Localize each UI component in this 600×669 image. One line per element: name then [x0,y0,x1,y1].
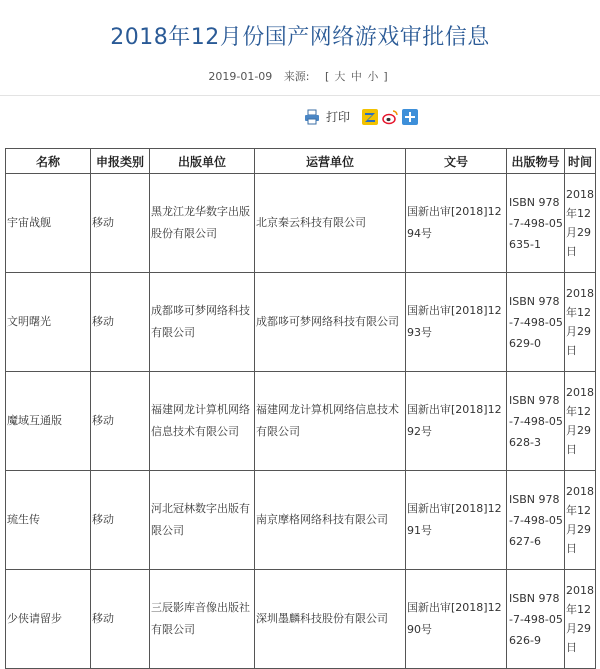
table-header-row [6,149,596,174]
print-link[interactable]: 打印 [326,110,351,124]
cell-publisher: 福建网龙计算机网络信息技术有限公司 [150,372,255,471]
cell-approval-no: 国新出审[2018]1292号 [406,372,507,471]
cell-isbn: ISBN 978-7-498-05628-3 [507,372,565,471]
font-size-controls [321,70,392,83]
column-header-publisher: 出版单位 [150,149,255,174]
column-header-approval-no: 文号 [406,149,507,174]
cell-approval-no: 国新出审[2018]1290号 [406,570,507,669]
cell-category: 移动 [91,570,150,669]
cell-date: 2018年12月29日 [565,273,596,372]
cell-name: 琉生传 [6,471,91,570]
cell-operator: 成都哆可梦网络科技有限公司 [255,273,406,372]
font-size-medium-button[interactable]: 中 [350,70,362,83]
page-title: 2018年12月份国产网络游戏审批信息 [110,25,490,50]
plus-icon[interactable] [402,109,418,125]
cell-name: 文明曙光 [6,273,91,372]
table-row [6,174,596,273]
table-row [6,273,596,372]
font-size-large-button[interactable]: 大 [334,70,346,83]
cell-category: 移动 [91,273,150,372]
column-header-date: 时间 [565,149,596,174]
game-approval-table [5,148,596,669]
cell-name: 少侠请留步 [6,570,91,669]
column-header-operator: 运营单位 [255,149,406,174]
cell-isbn: ISBN 978-7-498-05626-9 [507,570,565,669]
cell-date: 2018年12月29日 [565,570,596,669]
cell-isbn: ISBN 978-7-498-05635-1 [507,174,565,273]
font-size-small-button[interactable]: 小 [367,70,379,83]
cell-operator: 北京秦云科技有限公司 [255,174,406,273]
cell-isbn: ISBN 978-7-498-05629-0 [507,273,565,372]
article-meta [0,68,600,84]
cell-date: 2018年12月29日 [565,174,596,273]
cell-name: 宇宙战舰 [6,174,91,273]
cell-publisher: 黑龙江龙华数字出版股份有限公司 [150,174,255,273]
cell-category: 移动 [91,174,150,273]
source-label: 来源: [283,70,310,83]
header-divider [0,95,600,96]
cell-approval-no: 国新出审[2018]1294号 [406,174,507,273]
cell-date: 2018年12月29日 [565,471,596,570]
publish-date: 2019-01-09 [208,70,273,83]
cell-publisher: 三辰影库音像出版社有限公司 [150,570,255,669]
cell-operator: 南京摩格网络科技有限公司 [255,471,406,570]
table-row [6,372,596,471]
cell-category: 移动 [91,471,150,570]
bracket-close: ] [383,70,388,83]
column-header-category: 申报类别 [91,149,150,174]
table-row [6,570,596,669]
qzone-icon[interactable] [362,109,378,125]
cell-approval-no: 国新出审[2018]1293号 [406,273,507,372]
cell-operator: 福建网龙计算机网络信息技术有限公司 [255,372,406,471]
weibo-icon[interactable] [382,109,398,125]
cell-category: 移动 [91,372,150,471]
cell-publisher: 河北冠林数字出版有限公司 [150,471,255,570]
share-toolbar [304,108,418,125]
cell-isbn: ISBN 978-7-498-05627-6 [507,471,565,570]
table-row [6,471,596,570]
printer-icon[interactable] [304,109,320,125]
column-header-isbn: 出版物号 [507,149,565,174]
bracket-open: [ [325,70,330,83]
cell-approval-no: 国新出审[2018]1291号 [406,471,507,570]
cell-operator: 深圳墨麟科技股份有限公司 [255,570,406,669]
cell-name: 魔域互通版 [6,372,91,471]
cell-publisher: 成都哆可梦网络科技有限公司 [150,273,255,372]
cell-date: 2018年12月29日 [565,372,596,471]
column-header-name: 名称 [6,149,91,174]
